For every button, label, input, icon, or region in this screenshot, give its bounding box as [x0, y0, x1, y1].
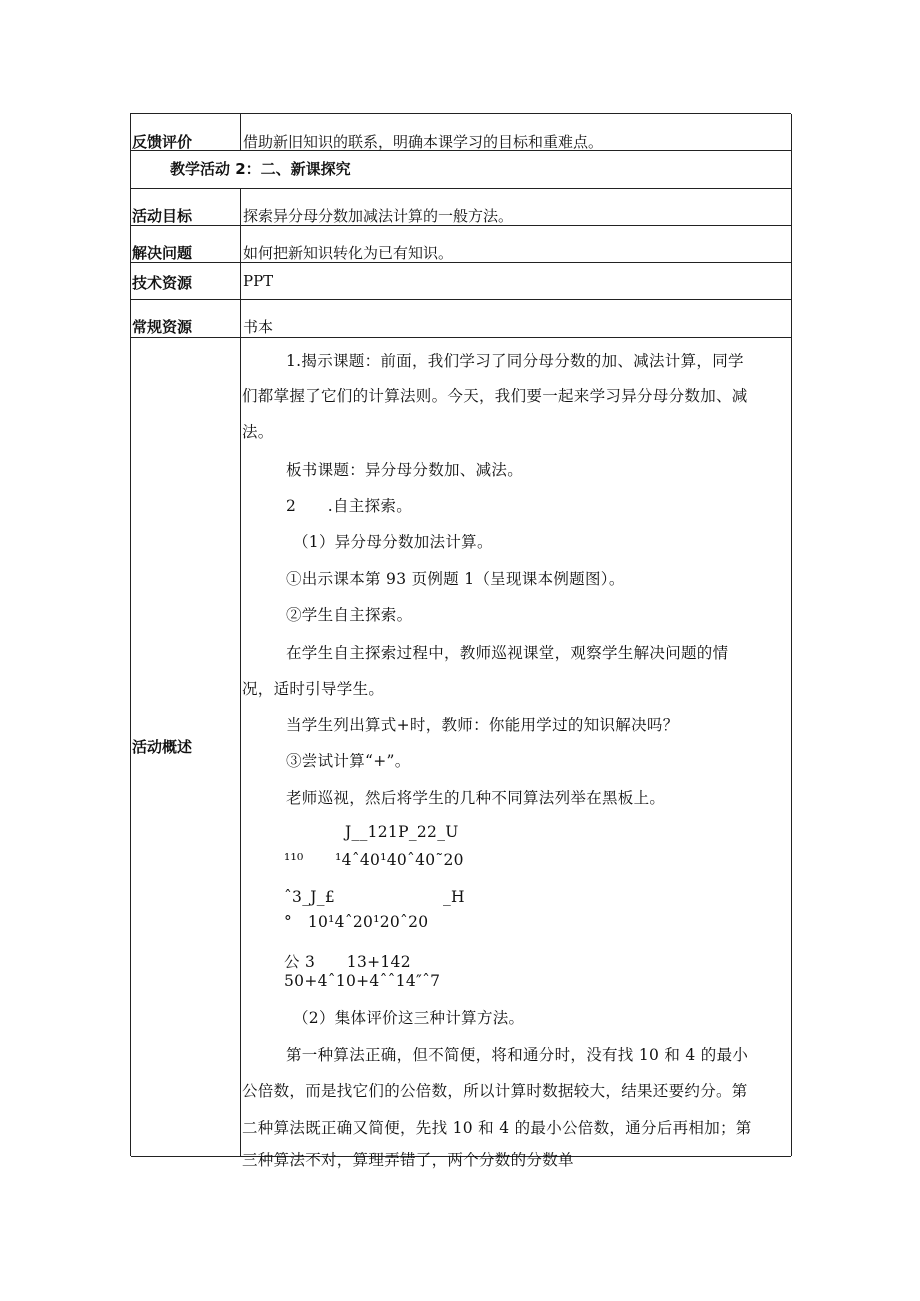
overview-label: 活动概述	[132, 738, 193, 756]
regular-label-cell	[131, 300, 241, 337]
lesson-table	[130, 113, 791, 1169]
problem-label: 解决问题	[132, 244, 193, 262]
activity-header-row	[131, 151, 791, 189]
overview-line: 当学生列出算式+时，教师：你能用学过的知识解决吗？	[286, 716, 679, 734]
overview-line: 在学生自主探索过程中，教师巡视课堂，观察学生解决问题的情	[286, 644, 729, 662]
tech-value: PPT	[243, 272, 274, 290]
overview-line: 公倍数，而是找它们的公倍数，所以计算时数据较大，结果还要约分。第	[242, 1082, 748, 1100]
overview-line: （2）集体评价这三种计算方法。	[293, 1009, 525, 1027]
formula-line: J__121P_22_U	[345, 823, 459, 841]
overview-line: 老师巡视，然后将学生的几种不同算法列举在黑板上。	[286, 789, 666, 807]
regular-label: 常规资源	[132, 318, 193, 336]
overview-line: 况，适时引导学生。	[242, 680, 385, 698]
problem-label-cell	[131, 226, 241, 262]
tech-label-cell	[131, 263, 241, 299]
activity-header: 教学活动 2：二、新课探究	[170, 160, 351, 178]
overview-row	[131, 338, 791, 1169]
regular-value: 书本	[243, 318, 274, 336]
tech-label: 技术资源	[132, 274, 193, 292]
formula-line: 公 3 13+142	[284, 953, 411, 971]
overview-line: 第一种算法正确，但不简便，将和通分时，没有找 10 和 4 的最小	[286, 1046, 749, 1064]
overview-line: 板书课题：异分母分数加、减法。	[286, 461, 524, 479]
feedback-row	[131, 114, 791, 151]
formula-line: ° 10¹4ˆ20¹20ˆ20	[284, 913, 429, 931]
overview-line: 法。	[242, 423, 274, 441]
formula-line: _H	[443, 888, 465, 906]
overview-line: ②学生自主探索。	[286, 606, 413, 624]
formula-line: ¹¹⁰ ¹4ˆ40¹40ˆ40˜20	[284, 851, 464, 869]
feedback-value: 借助新旧知识的联系，明确本课学习的目标和重难点。	[243, 133, 604, 151]
overview-content	[131, 338, 791, 1169]
overview-line: 们都掌握了它们的计算法则。今天，我们要一起来学习异分母分数加、减	[242, 387, 748, 405]
tech-row	[131, 263, 791, 300]
overview-line: 二种算法既正确又简便，先找 10 和 4 的最小公倍数，通分后再相加；第	[242, 1119, 752, 1137]
goal-label: 活动目标	[132, 207, 193, 225]
overview-line: ①出示课本第 93 页例题 1（呈现课本例题图）。	[286, 570, 625, 588]
overview-line: 1.揭示课题：前面，我们学习了同分母分数的加、减法计算，同学	[286, 352, 744, 370]
table-right-border	[791, 114, 792, 1156]
formula-line: 50+4ˆ10+4ˆˆ14″ˆ7	[284, 972, 441, 990]
goal-label-cell	[131, 189, 241, 225]
overview-line: 三种算法不对，算理弄错了，两个分数的分数单	[242, 1151, 574, 1169]
problem-value: 如何把新知识转化为已有知识。	[243, 244, 454, 262]
overview-line: （1）异分母分数加法计算。	[293, 533, 493, 551]
formula-line: ˆ3_J_£	[284, 888, 335, 906]
regular-row	[131, 300, 791, 338]
problem-row	[131, 226, 791, 263]
feedback-label: 反馈评价	[132, 133, 193, 151]
overview-line: 2 .自主探索。	[286, 497, 412, 515]
goal-row	[131, 189, 791, 226]
feedback-label-cell	[131, 114, 241, 150]
goal-value: 探索异分母分数加减法计算的一般方法。	[243, 207, 514, 225]
overview-line: ③尝试计算“+”。	[286, 752, 411, 770]
